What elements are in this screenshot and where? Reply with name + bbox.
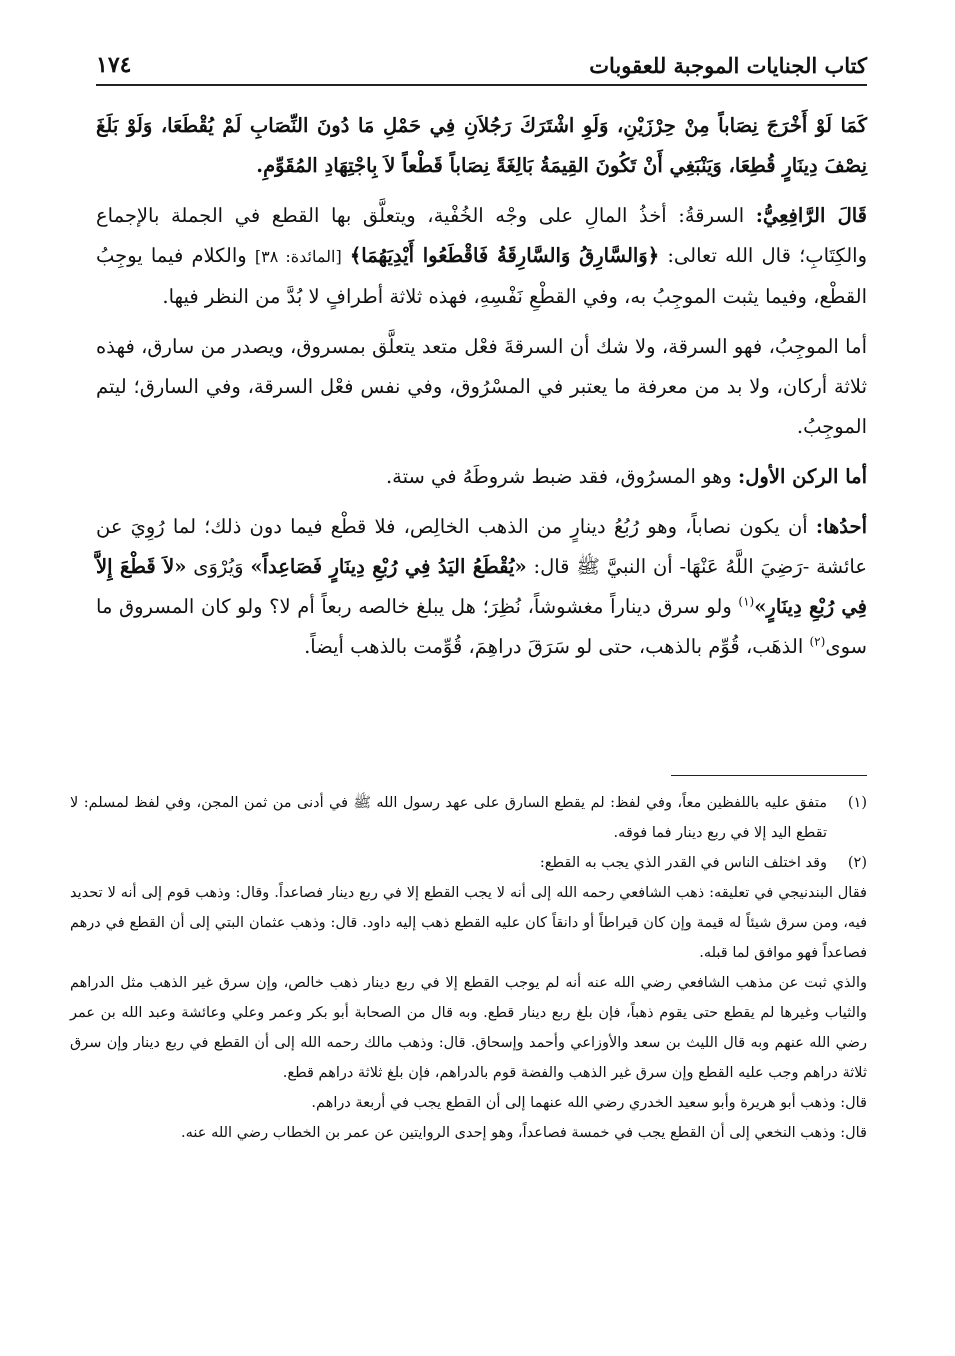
paragraph-5-text-d: الذهَب، قُوِّم بالذهب، حتى لو سَرَقَ دراهِمَ، قُوِّمت بالذهب أيضاً.: [304, 635, 804, 658]
paragraph-5: [96, 507, 867, 667]
page-header: [96, 42, 867, 86]
footnote-2-para-3: قال: وذهب أبو هريرة وأبو سعيد الخدري رضي الله عنهما إلى أن القطع يجب في أربعة دراهم.: [311, 1095, 867, 1111]
footnote-1-text: متفق عليه باللفظين معاً، وفي لفظ: لم يقطع السارق على عهد رسول الله ﷺ في أدنى من ثمن المجن، وفي لفظ لمسلم: لا تقطع اليد إلا في ربع دينار فما فوقه.: [70, 795, 827, 841]
paragraph-1: كَمَا لَوْ أَخْرَجَ نِصَاباً مِنْ حِرْزَيْنِ، وَلَوِ اشْتَرَكَ رَجُلاَنِ فِي حَمْلِ مَا دُونَ النِّصَابِ لَمْ يُقْطَعَا، وَلَوْ بَلَغَ نِصْفَ دِينَارٍ قُطِعَا، وَيَنْبَغِي أَنْ تَكُونَ القِيمَةُ بَالِغَةً نِصَاباً قَطْعاً لاَ بِاجْتِهَادِ المُقَوِّمِ.: [96, 114, 867, 177]
footnote-2-number: (٢): [847, 855, 867, 871]
first-pillar-heading: أما الركن الأول:: [738, 465, 867, 488]
footnote-ref-1[interactable]: (١): [738, 594, 755, 609]
paragraph-5-text-a: أن يكون نصاباً، وهو رُبُعُ دينارٍ من الذهب الخالِص، فلا قطْع فيما دون ذلك؛ لما رُوِيَ عن عائشة -رَضِيَ اللَّهُ عَنْهَا- أن النبيَّ ﷺ قال:: [96, 515, 868, 578]
verse-reference: [المائدة: ٣٨]: [254, 247, 342, 266]
first-condition-heading: أحدُها:: [815, 515, 868, 538]
footnote-1-number: (١): [847, 795, 867, 811]
paragraph-5-text-b: وَيُرْوَى: [193, 555, 244, 578]
page-number: ١٧٤: [96, 52, 132, 78]
hadith-quote-2: «لاَ قَطْعَ إِلاَّ فِي رُبْعِ دِينَارٍ»: [96, 555, 867, 618]
footnote-2-para-1: فقال البندنيجي في تعليقه: ذهب الشافعي رحمه الله إلى أنه لا يجب القطع إلا في ربع دينار فصاعداً. وقال: وذهب قوم إلى أنه لا تحديد فيه، ومن سرق شيئاً له قيمة وإن كان قيراطاً أو دانقاً كان عليه القطع ذهب إليه داود. قال: وذهب عثمان البتي إلى أن القطع في درهم فصاعداً فهو موافق لما قبله.: [70, 885, 867, 961]
paragraph-2: [96, 196, 867, 317]
footnote-2-para-2: والذي ثبت عن مذهب الشافعي رضي الله عنه أنه لم يوجب القطع إلا في ربع دينار ذهب خالص، وإن سرق غير الذهب مثل الدراهم والثياب وغيرها لم يقطع حتى يقوم ذهباً، فإن بلغ ربع دينار قطع. وبه قال من الصحابة أبو بكر وعمر وعلي وعائشة وعبد الله بن عمر رضي الله عنهم وبه قال الليث بن سعد والأوزاعي وأحمد وإسحاق. قال: وذهب مالك رحمه الله إلى أن القطع في ربع دينار وإن سرق ثلاثة دراهم وجب عليه القطع وإن سرق غير الذهب والفضة قوم بالدراهم، فإن بلغ ثلاثة دراهم قطع.: [70, 975, 867, 1081]
speaker-rafii: قَالَ الرَّافِعِيُّ:: [755, 204, 868, 227]
footnote-ref-2[interactable]: (٢): [809, 634, 826, 649]
footnote-divider: [671, 775, 867, 776]
paragraph-3: أما الموجِبُ، فهو السرقة، ولا شك أن السرقةَ فعْل متعد يتعلَّق بمسروق، ويصدر من سارق، فهذه ثلاثة أركان، ولا بد من معرفة ما يعتبر في المسْرُوق، وفي نفس فعْل السرقة، وفي السارق؛ ليتم الموجِبُ.: [96, 335, 867, 438]
quran-verse: ﴿وَالسَّارِقُ وَالسَّارِقَةُ فَاقْطَعُوا أَيْدِيَهُمَا﴾: [349, 244, 660, 267]
paragraph-4-text: وهو المسرُوق، فقد ضبط شروطَهُ في ستة.: [385, 465, 732, 488]
hadith-quote-1: «يُقْطَعُ اليَدُ فِي رُبْعِ دِينَارٍ فَصَاعِداً»: [250, 555, 527, 578]
paragraph-5-text-c: ولو سرق ديناراً مغشوشاً، نُظِرَ؛ هل يبلغ خالصه ربعاً أم لا؟ ولو كان المسروق ما سوى: [96, 595, 867, 658]
footnote-1: [70, 788, 867, 848]
paragraph-2-text-b: والكلام فيما يوجِبُ القطْع، وفيما يثبت الموجِبُ به، وفي القطْعِ نَفْسِهِ، فهذه ثلاثة أطرافٍ لا بُدَّ من النظر فيها.: [96, 244, 867, 308]
paragraph-2-text-a: السرقةُ: أخذُ المالِ على وجْه الخُفْية، ويتعلَّق بها القطع في الجملة بالإجماع والكِتَابِ؛ قال الله تعالى:: [96, 204, 867, 267]
footnote-2: [70, 848, 867, 878]
main-text: [96, 106, 867, 677]
footnotes: [70, 788, 867, 1148]
footnote-2-text: وقد اختلف الناس في القدر الذي يجب به القطع:: [539, 855, 827, 871]
paragraph-4: [96, 457, 867, 497]
footnote-2-para-4: قال: وذهب النخعي إلى أن القطع يجب في خمسة فصاعداً، وهو إحدى الروايتين عن عمر بن الخطاب رضي الله عنه.: [181, 1125, 867, 1141]
running-title: كتاب الجنايات الموجبة للعقوبات: [589, 53, 867, 78]
